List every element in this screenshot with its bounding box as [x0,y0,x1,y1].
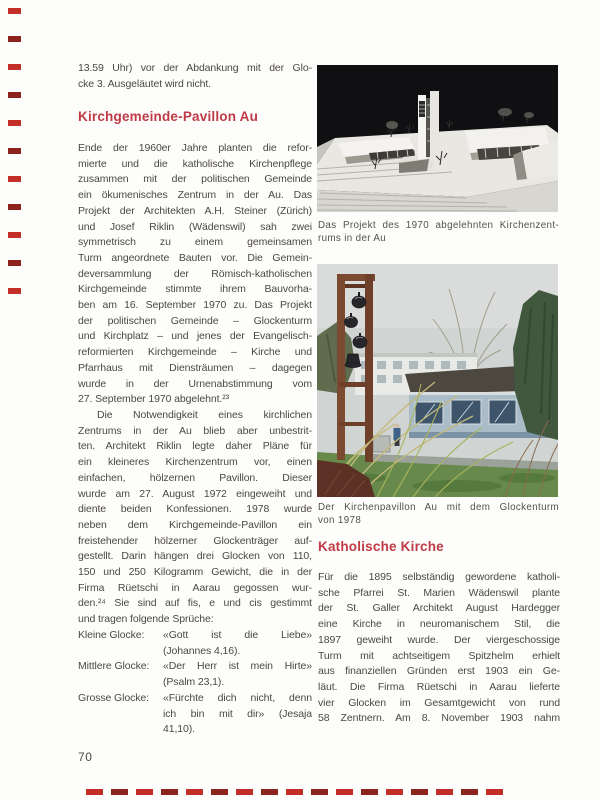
text-line: Turm mit achtseitigem Spitzhelm erhielt [318,649,560,662]
text-line: eine Kirche in neuromanischem Stil, die [318,618,560,631]
text-line: und Kirchplatz – und jenes der Evangelisch- [78,330,312,343]
text-line: Ende der 1960er Jahre planten die refor- [78,142,312,154]
text-line: «Fürchte dich nicht, denn [163,691,312,704]
bell-inscription [163,691,312,738]
text-line: 1897 geweiht wurde. Der viergeschossige [318,633,560,646]
text-line: wurde am 27. August 1972 eingeweiht und [78,487,312,500]
bell-inscription-list [78,628,312,738]
text-line: wurde in der Urnenabstimmung vom [78,377,312,390]
crop-mark [111,789,128,795]
crop-mark [211,789,228,795]
page-number: 70 [78,750,93,764]
bell-label: Kleine Glocke: [78,629,145,641]
model-photo-illustration [317,65,558,212]
text-line: «Der Herr ist mein Hirte» [163,660,312,673]
text-line: Für die 1895 selbständig gewordene katholi- [318,571,560,583]
text-line: (Psalm 23,1). [163,676,225,689]
photo1-caption [318,219,559,245]
crop-mark [461,789,478,795]
text-line: Pfarrhaus mit Diensträumen – dagegen [78,361,312,374]
text-line: einfachen, hölzernen Pavillon. Dieser [78,471,312,484]
bell-label: Grosse Glocke: [78,691,149,704]
text-line: 58 Zentnern. Am 8. November 1903 nahm [318,712,560,725]
crop-mark [8,260,21,266]
crop-mark [361,789,378,795]
photo2-caption [318,501,559,527]
crop-mark [261,789,278,795]
text-line: Zentrums in der Au blieb aber unbestrit- [78,424,312,437]
bell-row-mittlere [78,659,312,690]
crop-mark [311,789,328,795]
text-line: neben dem Kirchgemeinde-Pavillon ein [78,518,312,531]
text-line: 150 und 250 Kilogramm Gewicht, die in der [78,566,312,579]
text-line: Kirchgemeinde stimmte ihrem Bauvorha- [78,283,312,296]
crop-mark [436,789,453,795]
text-line: zusammen mit der politischen Gemeinde [78,173,312,186]
text-line: cke 3. Ausgeläutet wird nicht. [78,77,211,90]
text-line: ben am 16. September 1970 zu. Das Projekt [78,299,312,312]
crop-mark [411,789,428,795]
photo-kirchenzentrum-model [317,65,558,212]
crop-mark [486,789,503,795]
bell-row-grosse [78,691,312,738]
text-line: deversammlung der Römisch-katholischen [78,267,312,280]
text-line: Der Kirchenpavillon Au mit dem Glockenturm [318,502,559,513]
text-line: ten. Architekt Riklin legte daher Pläne für [78,440,312,453]
section-heading-kirchgemeinde-pavillon-au: Kirchgemeinde-Pavillon Au [78,109,259,124]
crop-mark [8,36,21,42]
bell-row-kleine [78,628,312,659]
crop-mark [286,789,303,795]
text-line: rums in der Au [318,233,387,245]
text-line: gestellt. Darin hängen drei Glocken von 110, [78,550,312,563]
crop-mark [8,232,21,238]
paragraph-abdankung [78,61,312,92]
text-line: mierte und die katholische Kirchenpflege [78,157,312,170]
text-line: der politischen Gemeinde – Glockenturm [78,314,312,327]
text-line: vier Glocken im Gesamtgewicht von rund [318,696,560,709]
text-line: symmetrisch zu einem gemeinsamen [78,236,312,249]
paragraph-oekumenisches-zentrum [78,141,312,408]
paragraph-katholische-kirche [318,570,560,727]
photo-kirchenpavillon-glockenturm [317,264,558,497]
crop-mark [8,176,21,182]
text-line: ein kleineres Kirchenzentrum vor, einen [78,456,312,469]
paragraph-kirchenpavillon [78,408,312,628]
text-line: 41,10). [163,723,195,736]
crop-mark [8,288,21,294]
crop-mark [136,789,153,795]
text-line: reformierten Kirchgemeinde – Kirche und [78,346,312,359]
crop-mark [336,789,353,795]
crop-mark [161,789,178,795]
text-line: diente beiden Konfessionen. 1978 wurde [78,503,312,516]
text-line: den.²⁴ Sie sind auf fis, e und cis gestimmt [78,597,312,610]
text-line: 13.59 Uhr) vor der Abdankung mit der Glo- [78,62,312,74]
text-line: Turm angeordnete Bauten vor. Die Gemein- [78,251,312,264]
text-line: von 1978 [318,515,362,527]
crop-mark [86,789,103,795]
text-line: der St. Galler Architekt August Hardegger [318,602,560,615]
bell-inscription [163,659,312,690]
text-line: Die Notwendigkeit eines kirchlichen [97,409,312,421]
text-line: läut. Die Firma Rüetschi in Aarau lieferte [318,680,560,693]
text-line: sche Pfarrei St. Marien Wädenswil plante [318,586,560,599]
crop-mark [8,120,21,126]
crop-mark [8,8,21,14]
text-line: und Josef Riklin (Wädenswil) sah zwei [78,220,312,233]
text-line: (Johannes 4,16). [163,644,241,657]
text-line: Das Projekt des 1970 abgelehnten Kirchenzent- [318,220,559,231]
bell-inscription [163,628,312,659]
crop-mark [8,204,21,210]
text-line: und tragen folgende Sprüche: [78,613,214,626]
crop-mark [8,92,21,98]
text-line: aus finanziellen Gründen erst 1903 ein Ge- [318,665,560,678]
text-line: ich bin mit dir» (Jesaja [163,707,312,720]
text-line: «Gott ist die Liebe» [163,629,312,641]
crop-mark [236,789,253,795]
bell-label: Mittlere Glocke: [78,660,150,673]
text-line: ein ökumenisches Zentrum in der Au. Das [78,189,312,202]
bell-tower-photo-illustration [317,264,558,497]
text-line: freistehender hölzerner Glockenträger auf- [78,534,312,547]
text-line: 27. September 1970 abgelehnt.²³ [78,393,230,406]
section-heading-katholische-kirche: Katholische Kirche [318,539,444,554]
crop-mark [386,789,403,795]
text-line: Firma Rüetschi in Aarau gegossen wur- [78,581,312,594]
crop-mark [8,148,21,154]
text-line: Projekt der Architekten A.H. Steiner (Zürich) [78,204,312,217]
crop-mark [186,789,203,795]
crop-mark [8,64,21,70]
